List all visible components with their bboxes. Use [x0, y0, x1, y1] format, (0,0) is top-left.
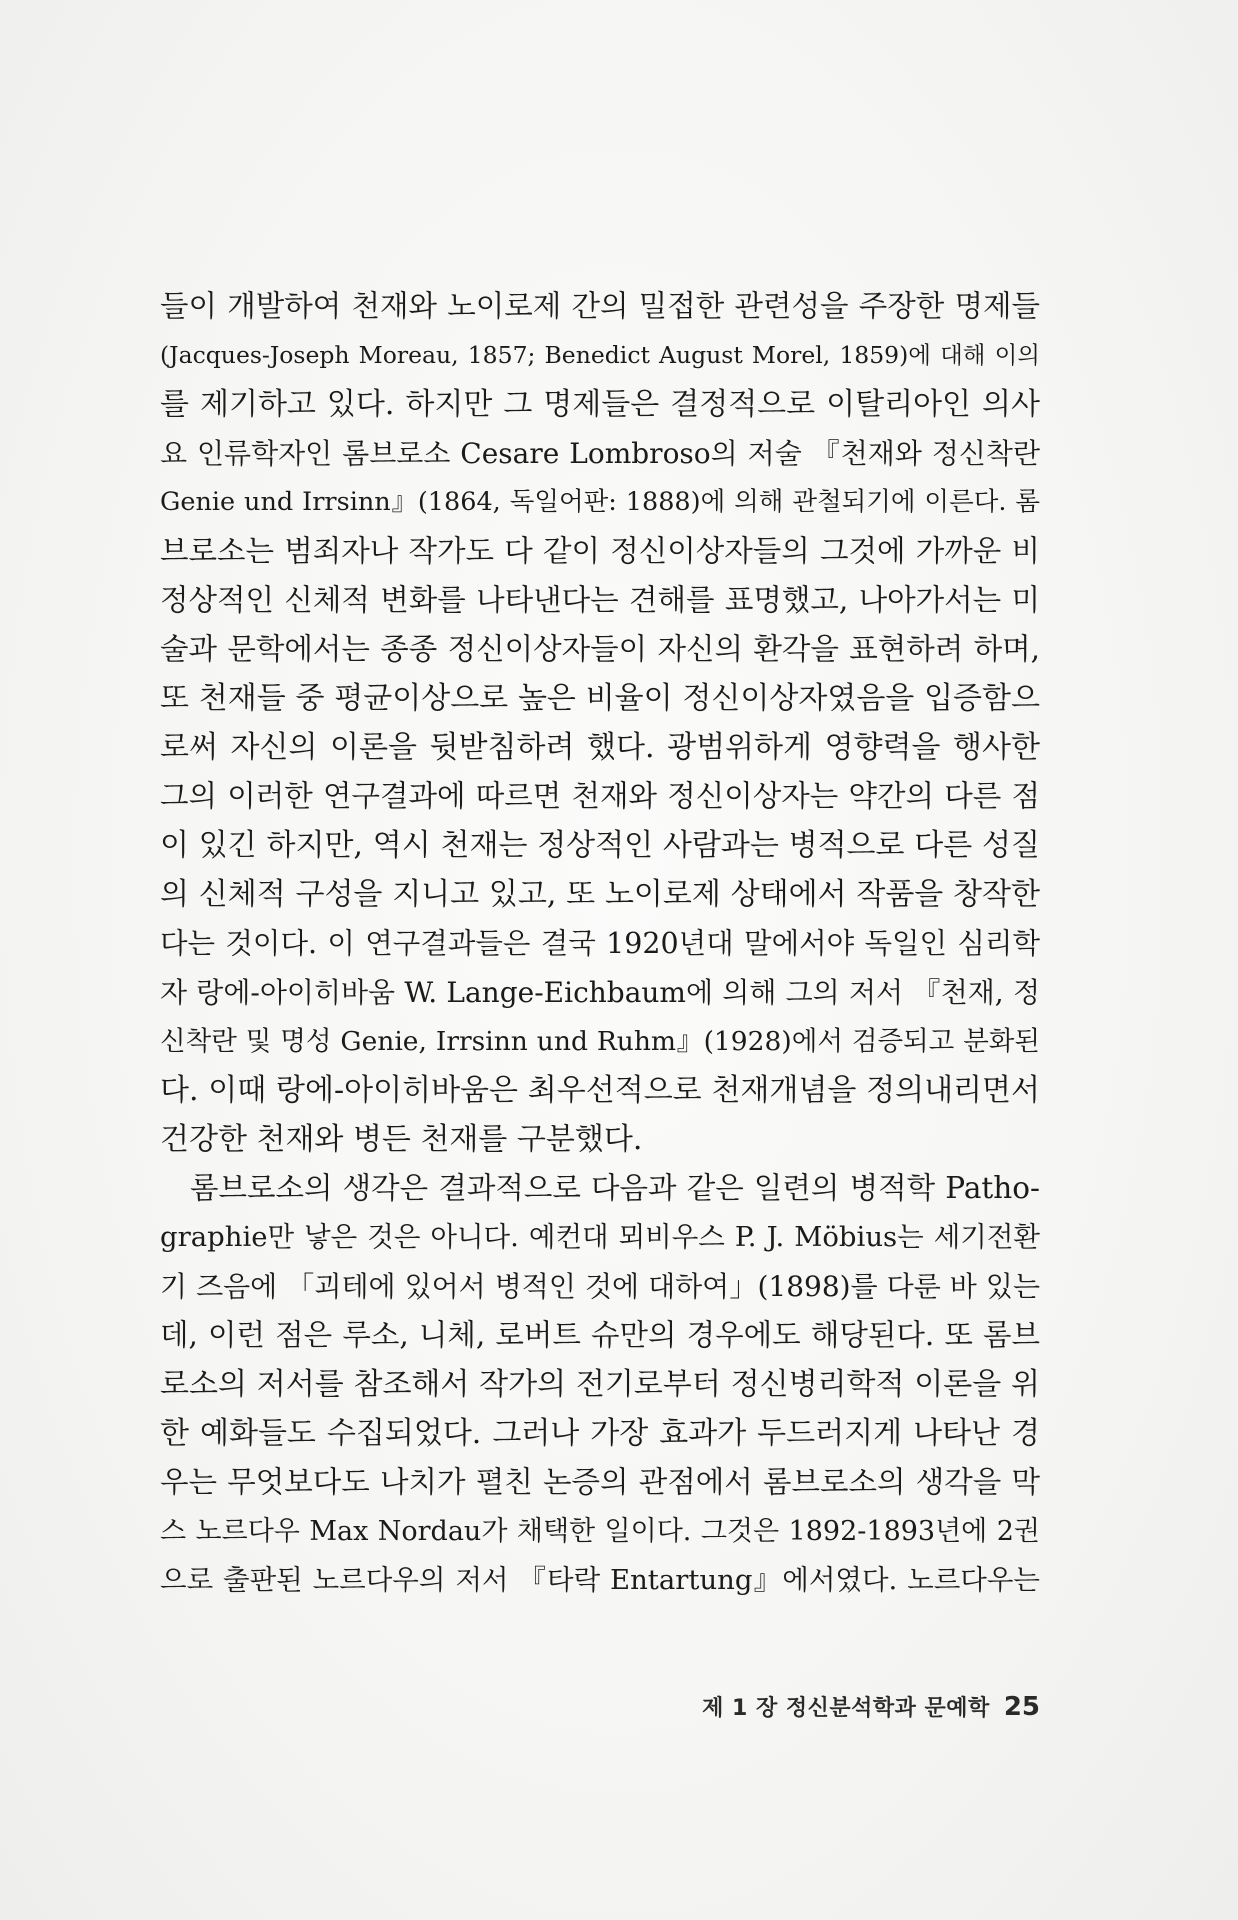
- text-line: 들이 개발하여 천재와 노이로제 간의 밀접한 관련성을 주장한 명제들: [160, 289, 1040, 323]
- text-line: 다. 이때 랑에-아이히바움은 최우선적으로 천재개념을 정의내리면서: [160, 1073, 1040, 1108]
- text-line: Genie und Irrsinn』(1864, 독일어판: 1888)에 의해 관철되기에 이른다. 롬: [160, 487, 1040, 517]
- running-footer: [620, 1687, 1040, 1727]
- text-line: 로소의 저서를 참조해서 작가의 전기로부터 정신병리학적 이론을 위: [160, 1367, 1040, 1402]
- chapter-title: 제 1 장 정신분석학과 문예학: [702, 1696, 990, 1721]
- text-line: 로써 자신의 이론을 뒷받침하려 했다. 광범위하게 영향력을 행사한: [160, 730, 1040, 765]
- text-line: 데, 이런 점은 루소, 니체, 로버트 슈만의 경우에도 해당된다. 또 롬브: [160, 1318, 1040, 1352]
- text-line: 이 있긴 하지만, 역시 천재는 정상적인 사람과는 병적으로 다른 성질: [160, 828, 1040, 863]
- text-line: 롬브로소의 생각은 결과적으로 다음과 같은 일련의 병적학 Patho-: [190, 1171, 1040, 1205]
- text-line: 한 예화들도 수집되었다. 그러나 가장 효과가 두드러지게 나타난 경: [160, 1416, 1040, 1451]
- text-line: 정상적인 신체적 변화를 나타낸다는 견해를 표명했고, 나아가서는 미: [160, 583, 1040, 617]
- text-line: 자 랑에-아이히바움 W. Lange-Eichbaum에 의해 그의 저서 『천재, 정: [160, 976, 1040, 1009]
- text-line: 스 노르다우 Max Nordau가 채택한 일이다. 그것은 1892-1893년에 2권: [160, 1516, 1040, 1547]
- text-line: 의 신체적 구성을 지니고 있고, 또 노이로제 상태에서 작품을 창작한: [160, 877, 1040, 912]
- text-line: 기 즈음에 「괴테에 있어서 병적인 것에 대하여」(1898)를 다룬 바 있는: [160, 1270, 1040, 1303]
- text-line: 다는 것이다. 이 연구결과들은 결국 1920년대 말에서야 독일인 심리학: [160, 927, 1040, 960]
- body-text: [160, 282, 1040, 1605]
- text-line: 우는 무엇보다도 나치가 펼친 논증의 관점에서 롬브로소의 생각을 막: [160, 1465, 1040, 1499]
- page-number: 25: [1003, 1692, 1040, 1722]
- text-line: 으로 출판된 노르다우의 저서 『타락 Entartung』에서였다. 노르다우는: [160, 1564, 1040, 1596]
- text-line: 신착란 및 명성 Genie, Irrsinn und Ruhm』(1928)에서 검증되고 분화된: [160, 1026, 1040, 1057]
- text-line: 브로소는 범죄자나 작가도 다 같이 정신이상자들의 그것에 가까운 비: [160, 534, 1040, 568]
- text-line: 요 인류학자인 롬브로소 Cesare Lombroso의 저술 『천재와 정신착란: [160, 437, 1040, 470]
- text-line: 또 천재들 중 평균이상으로 높은 비율이 정신이상자였음을 입증함으: [160, 681, 1040, 716]
- text-line: 그의 이러한 연구결과에 따르면 천재와 정신이상자는 약간의 다른 점: [160, 779, 1040, 813]
- text-line: graphie만 낳은 것은 아니다. 예컨대 뫼비우스 P. J. Möbius는 세기전환: [160, 1221, 1040, 1253]
- text-line: 건강한 천재와 병든 천재를 구분했다.: [160, 1122, 643, 1157]
- text-line: 를 제기하고 있다. 하지만 그 명제들은 결정적으로 이탈리아인 의사: [160, 387, 1040, 422]
- text-line: 술과 문학에서는 종종 정신이상자들이 자신의 환각을 표현하려 하며,: [160, 632, 1040, 666]
- text-line: (Jacques-Joseph Moreau, 1857; Benedict August Morel, 1859)에 대해 이의: [160, 341, 1040, 369]
